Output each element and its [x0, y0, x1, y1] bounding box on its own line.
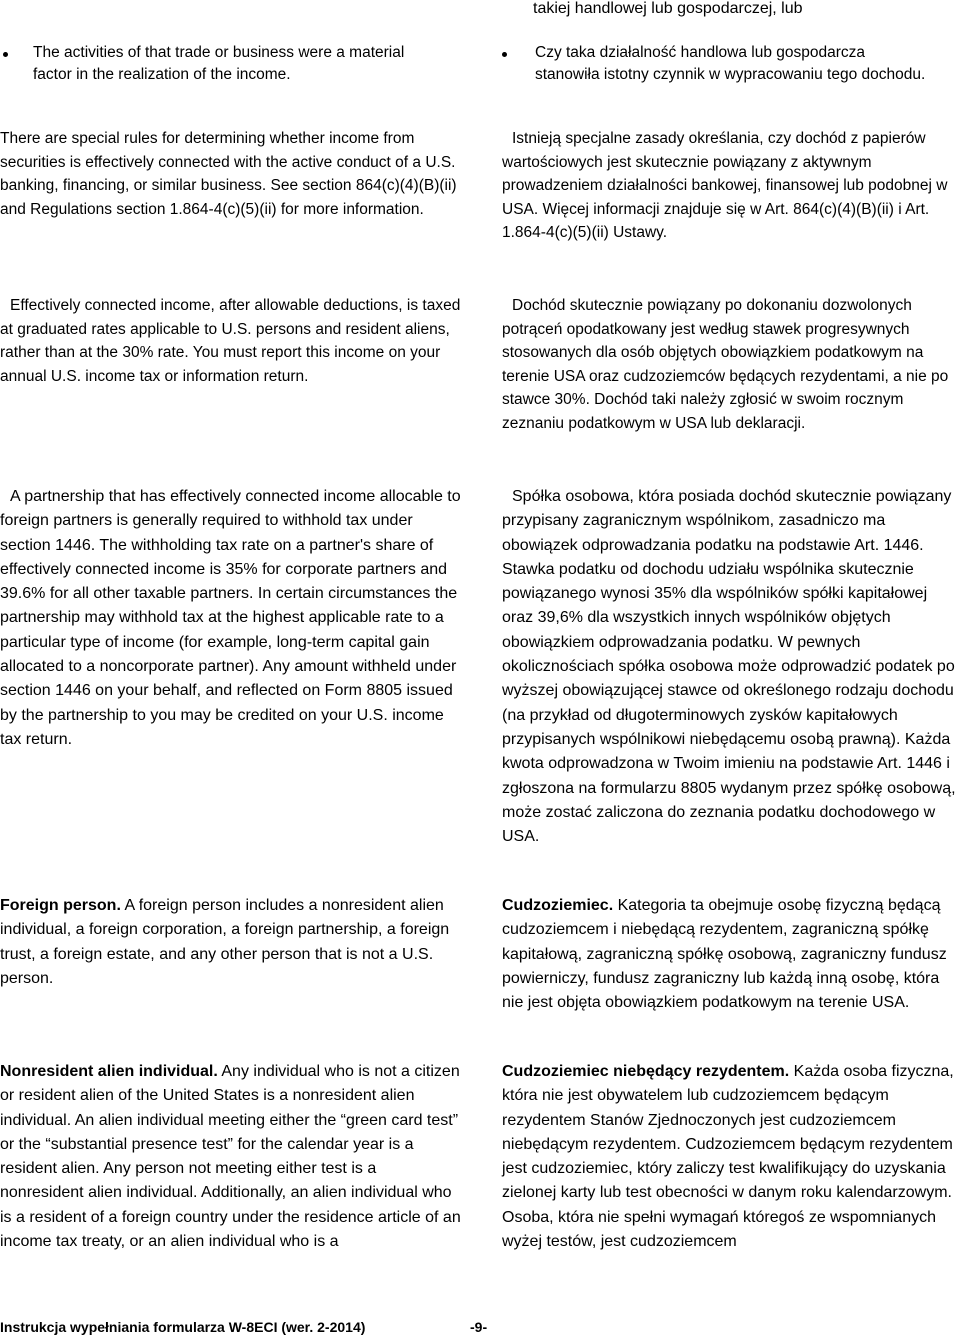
nonresident-alien-definition: Any individual who is not a citizen or resident alien of the United States is a nonresident alien individual. An alien individual meeting either the “green card test” or the “substantial presence test” for the calendar year is a resident alien. Any person not meeting either test is a nonresident alien individual. Additionally, an alien individual who is a resident of a foreign country under the residence article of an income tax treaty, or an alien individual who is a	[0, 1063, 461, 1251]
bullet-icon	[502, 52, 507, 57]
bullet-text: The activities of that trade or business were a material factor in the realization of the income.	[33, 44, 405, 83]
bullet-icon	[3, 52, 8, 57]
nonresident-alien-term: Cudzoziemiec niebędący rezydentem.	[502, 1063, 790, 1080]
footer-title: Instrukcja wypełniania formularza W-8ECI (wer. 2-2014)	[0, 1319, 366, 1335]
eci-taxed-paragraph: Effectively connected income, after allowable deductions, is taxed at graduated rates applicable to U.S. persons and resident aliens, rather than at the 30% rate. You must report this income on your annual U.S. income tax or information return.	[0, 297, 461, 385]
foreign-person-definition: A foreign person includes a nonresident alien individual, a foreign corporation, a foreign partnership, a foreign trust, a foreign estate, and any other person that is not a U.S. person.	[0, 897, 450, 987]
foreign-person-paragraph	[502, 894, 960, 1015]
nonresident-alien-definition: Każda osoba fizyczna, która nie jest obywatelem lub cudzoziemcem będącym rezydentem Stanów Zjednoczonych jest cudzoziemcem niebędącym rezydentem. Cudzoziemcem będącym rezydentem jest cudzoziemiec, który zaliczy test kwalifikujący do uzyskania zielonej karty lub test obecności w danym roku kalendarzowym. Osoba, która nie spełni wymagań któregoś ze wspomnianych wyżej testów, jest cudzoziemcem	[502, 1063, 954, 1251]
page-number: -9-	[470, 1319, 488, 1335]
nonresident-alien-term: Nonresident alien individual.	[0, 1063, 218, 1080]
eci-taxed-paragraph: Dochód skutecznie powiązany po dokonaniu dozwolonych potrąceń opodatkowany jest według stawek progresywnych stosowanych dla osób objętych obowiązkiem podatkowym na terenie USA oraz cudzoziemców będących rezydentami, a nie po stawce 30%. Dochód taki należy zgłosić w swoim rocznym zeznaniu podatkowym w USA lub deklaracji.	[502, 297, 949, 432]
nonresident-alien-paragraph	[502, 1060, 960, 1254]
foreign-person-term: Cudzoziemiec.	[502, 897, 614, 914]
foreign-person-term: Foreign person.	[0, 897, 121, 914]
special-rules-paragraph: Istnieją specjalne zasady określania, czy dochód z papierów wartościowych jest skutecznie powiązany z aktywnym prowadzeniem działalności bankowej, finansowej lub podobnej w USA. Więcej informacji znajduje się w Art. 864(c)(4)(B)(ii) i Art. 1.864-4(c)(5)(ii) Ustawy.	[502, 130, 948, 241]
special-rules-paragraph: There are special rules for determining whether income from securities is effectively connected with the active conduct of a U.S. banking, financing, or similar business. See section 864(c)(4)(B)(ii) and Regulations section 1.864-4(c)(5)(ii) for more information.	[0, 130, 457, 218]
nonresident-alien-paragraph	[0, 1060, 462, 1254]
foreign-person-definition: Kategoria ta obejmuje osobę fizyczną będącą cudzoziemcem i niebędącą rezydentem, zagraniczną spółkę kapitałową, zagraniczną spółkę osobową, zagraniczny fundusz powierniczy, fundusz zagraniczny lub każdą inną osobę, która nie jest objęta obowiązkiem podatkowym na terenie USA.	[502, 897, 947, 1012]
partnership-paragraph: Spółka osobowa, która posiada dochód skutecznie powiązany przypisany zagranicznym wspólnikom, zasadniczo ma obowiązek odprowadzania podatku na podstawie Art. 1446. Stawka podatku od dochodu udziału wspólnika skutecznie powiązanego wynosi 35% dla wspólników spółki kapitałowej oraz 39,6% dla wszystkich innych wspólników objętych obowiązkiem odprowadzania podatku. W pewnych okolicznościach spółka osobowa może odprowadzić podatek po wyższej obowiązującej stawce od określonego rodzaju dochodu (na przykład od długoterminowych zysków kapitałowych przypisanych wspólnikowi niebędącemu osobą prawną). Każda kwota odprowadzona w Twoim imieniu na podstawie Art. 1446 i zgłoszona na formularzu 8805 wydanym przez spółkę osobową, może zostać zaliczona do zeznania podatku dochodowego w USA.	[502, 488, 956, 846]
foreign-person-paragraph	[0, 894, 462, 991]
partnership-paragraph: A partnership that has effectively connected income allocable to foreign partners is generally required to withhold tax under section 1446. The withholding tax rate on a partner's share of effectively connected income is 35% for corporate partners and 39.6% for all other taxable partners. In certain circumstances the partnership may withhold tax at the highest applicable rate to a particular type of income (for example, long-term capital gain allocated to a noncorporate partner). Any amount withheld under section 1446 on your behalf, and reflected on Form 8805 issued by the partnership to you may be credited on your U.S. income tax return.	[0, 488, 461, 748]
top-continuation-text: takiej handlowej lub gospodarczej, lub	[533, 0, 803, 17]
bullet-text: Czy taka działalność handlowa lub gospodarcza stanowiła istotny czynnik w wypracowaniu tego dochodu.	[535, 44, 926, 83]
